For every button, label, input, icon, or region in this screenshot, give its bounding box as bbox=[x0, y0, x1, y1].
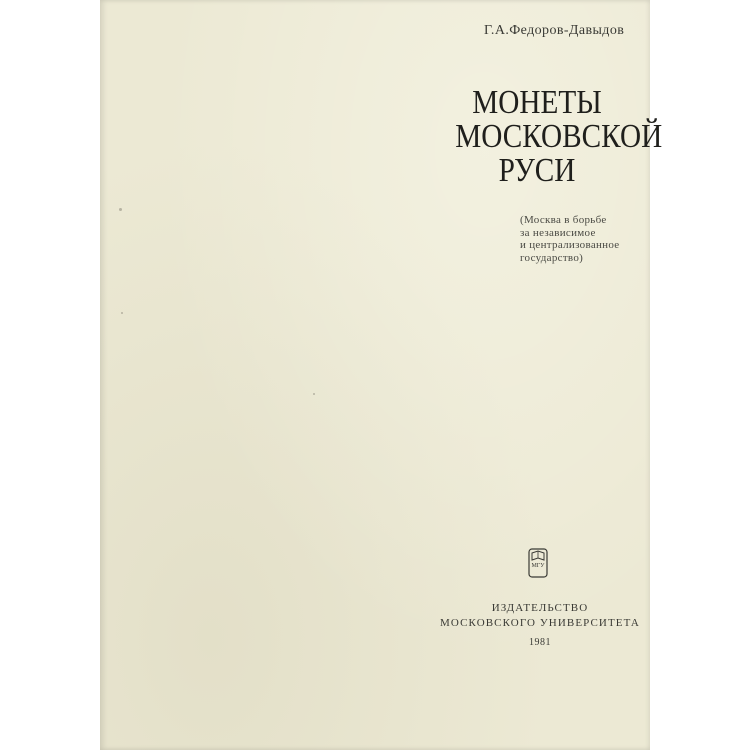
title-page bbox=[100, 0, 663, 750]
publisher-line: ИЗДАТЕЛЬСТВО bbox=[491, 602, 589, 614]
publication-year: 1981 bbox=[529, 637, 551, 648]
subtitle-line: (Москва в борьбе bbox=[520, 214, 607, 226]
book-title-line: МОНЕТЫ bbox=[472, 84, 602, 121]
book-title-line: РУСИ bbox=[498, 152, 576, 189]
publisher-logo-label: МГУ bbox=[531, 563, 545, 569]
paper-speck bbox=[119, 208, 122, 211]
subtitle-line: государство) bbox=[520, 251, 584, 264]
book-subtitle bbox=[520, 214, 670, 264]
subtitle-line: за независимое bbox=[520, 226, 596, 239]
subtitle-line: и централизованное bbox=[520, 239, 620, 251]
publisher-line: МОСКОВСКОГО УНИВЕРСИТЕТА bbox=[440, 617, 640, 629]
paper-speck bbox=[313, 393, 315, 395]
book-title bbox=[455, 84, 663, 189]
publisher-name bbox=[430, 601, 650, 631]
paper-speck bbox=[121, 312, 123, 314]
author-name: Г.А.Федоров-Давыдов bbox=[484, 23, 625, 38]
book-title-line: МОСКОВСКОЙ bbox=[455, 118, 663, 155]
